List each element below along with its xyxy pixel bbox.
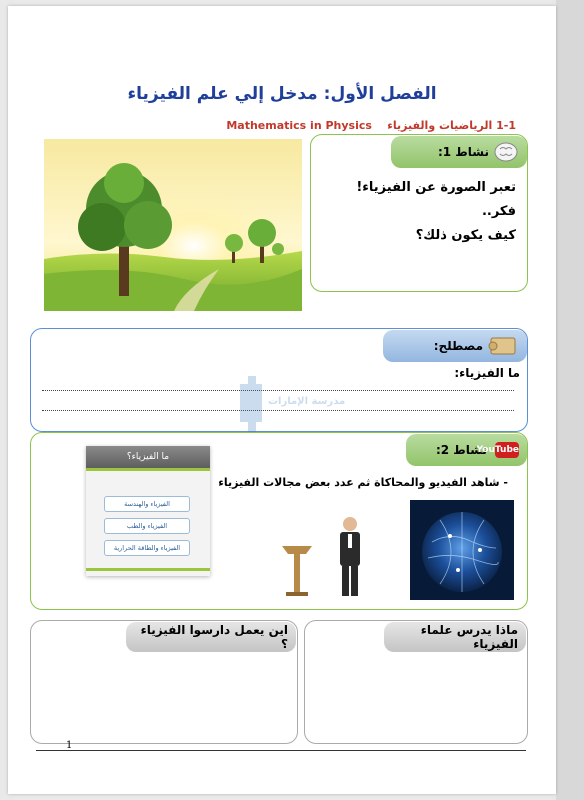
- slide-accent-bottom: [86, 568, 210, 571]
- watermark: [240, 376, 360, 432]
- footer-rule: [36, 750, 526, 751]
- page-title: [8, 84, 556, 104]
- slide-item-medicine[interactable]: الفيزياء والطب: [104, 518, 190, 534]
- term-prompt: ما الفيزياء:: [454, 366, 520, 380]
- tree-landscape-image: [44, 139, 302, 311]
- what-physicists-study-tab: [384, 622, 526, 652]
- what-physicists-study-label: ماذا يدرس علماء الفيزياء: [420, 623, 518, 651]
- slide-accent-line: [86, 468, 210, 471]
- scroll-icon: [487, 334, 519, 358]
- activity-1-tab: [391, 136, 527, 168]
- subtitle-arabic: 1-1 الرياضيات والفيزياء: [387, 119, 516, 132]
- subtitle-english: Mathematics in Physics: [226, 119, 372, 132]
- section-subtitle: [226, 119, 516, 132]
- where-physicists-work-tab: [126, 622, 296, 652]
- watermark-text: مدرسة الإمارات: [268, 396, 346, 407]
- activity-2-tab: [406, 434, 527, 466]
- youtube-icon: YouTube: [495, 442, 519, 458]
- viewer-background: [556, 0, 584, 800]
- question-line-1: تعبر الصورة عن الفيزياء! فكر..: [356, 180, 516, 219]
- question-line-2: كيف يكون ذلك؟: [415, 228, 516, 243]
- brain-icon: [493, 141, 519, 163]
- globe-network-image: [410, 500, 514, 600]
- chapter-title: مدخل إلي علم الفيزياء: [127, 84, 318, 104]
- simulation-slide[interactable]: [86, 446, 210, 576]
- term-tab: [383, 330, 527, 362]
- activity-2-label: نشاط 2:: [435, 443, 487, 457]
- activity-1-label: نشاط 1:: [437, 145, 489, 159]
- chapter-label: الفصل الأول:: [323, 84, 437, 104]
- slide-item-thermal-energy[interactable]: الفيزياء والطاقة الحرارية: [104, 540, 190, 556]
- page-number: 1: [66, 740, 73, 751]
- term-label: مصطلح:: [433, 339, 483, 353]
- lecturer-illustration: [280, 514, 380, 600]
- worksheet-page: [8, 6, 556, 794]
- where-physicists-work-label: اين يعمل دارسوا الفيزياء ؟: [140, 623, 288, 651]
- activity-2-instruction: - شاهد الفيديو والمحاكاة ثم عدد بعض مجالات الفيزياء: [218, 476, 508, 489]
- activity-1-question: [320, 176, 516, 248]
- slide-item-engineering[interactable]: الفيزياء والهندسة: [104, 496, 190, 512]
- slide-title: ما الفيزياء؟: [86, 446, 210, 468]
